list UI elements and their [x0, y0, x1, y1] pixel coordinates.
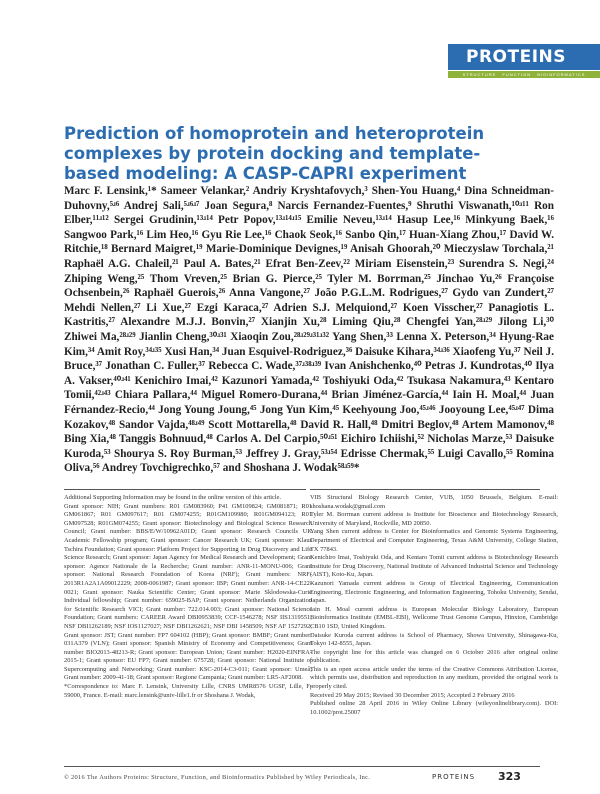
logo-sub-item: BIOINFORMATICS — [537, 72, 586, 77]
footnote: Yang Shen current address is Center for Bioinformatics and Genomic Systems Engineering, Department of Electrical and Computer Engineering, Texas A&M University, College Station, TX 77843. — [310, 528, 558, 553]
footnotes-right-column — [310, 494, 558, 717]
footnote: This is an open access article under the terms of the Creative Commons Attribution License, which permits use, distribution and reproduction in any medium, provided the original work is properly cited. — [310, 665, 558, 691]
footnote: Additional Supporting Information may be found in the online version of this article. — [64, 494, 282, 501]
footnote: Grant sponsor: NIH; Grant numbers: R01 GM083960; P41 GM109824; GM081871; R01 GM061867; R01 GM097617; R01 GM074255; R01GM109980; R01GM094123; R01 GM097528; R01GM074255; Grant sponsor: Biotechnology and Biological Science Research Council; Grant number: BBS/E/W/10962A01D; Grant sponsor: Research Councils UK Academic Fellowship program; Grant sponsor: Cancer Research UK; Grant sponsor: Klaus Tschira Foundation; Grant sponsor: Platform Project for Supporting in Drug Discovery and Life Science Research; Grant sponsor: Japan Agency for Medical Research and Development; Grant sponsor: Agence Nationale de la Recherche; Grant number: ANR-11-MONU-006; Grant sponsor: National Research Foundation of Korea (NRF); Grant numbers: NRF-2013R1A2A1A09012229; 2008-0061987; Grant sponsor: IBP; Grant number: ANR-14-CE22-0021; Grant sponsor: Nauka Scientific Center; Grant sponsor: Marie Sklodowska-Curie Individual fellowship; Grant number: 659025-BAP; Grant sponsor: Netherlands Organization for Scientific Research VICI; Grant number: 722.014.003; Grant sponsor: National Science Foundation; Grant numbers: CAREER Award DBI0953839; CCF-1546278; NSF IIS1319551; NSF DBI1262189; NSF IOS1127027; NSF DBI1262621; NSF DBI 1458509; NSF AF 1527292; Grant sponsor: JST; Grant number: FP7 604102 (HBP); Grant sponsor: BMBF; Grant number: 031A379 (VLN); Grant sponsor: Spanish Ministry of Economy and Competitiveness; Grant number BIO2013-48213-R; Grant sponsor: European Union; Grant number: H2020-EINFRA-2015-1; Grant sponsor: EU FP7; Grant number: 675728; Grant sponsor: National Institute of Supercomputing and Networking; Grant number: KSC-2014-C3-011; Grant sponsor: Umeå; Grant number: 2009-41-18; Grant sponsor: Regione Campania; Grant number: LR5-AF2008. — [64, 502, 312, 682]
logo-sub-item: FUNCTION — [502, 72, 532, 77]
footnote: Daisuke Kuroda current address is School of Pharmacy, Showa University, Shinagawa-Ku, Tokyo 142-8555, Japan. — [310, 631, 558, 648]
author-list: Marc F. Lensink,¹* Sameer Velankar,² Andriy Kryshtafovych,³ Shen-You Huang,⁴ Dina Schneidman-Duhovny,⁵ʴ⁶ Andrej Sali,⁵ʴ⁶ʴ⁷ Joan Segura,⁸ Narcis Fernandez-Fuentes,⁹ Shruthi Viswanath,¹⁰ʴ¹¹ Ron Elber,¹¹ʴ¹² Sergei Grudinin,¹³ʴ¹⁴ Petr Popov,¹³ʴ¹⁴ʴ¹⁵ Emilie Neveu,¹³ʴ¹⁴ Hasup Lee,¹⁶ Minkyung Baek,¹⁶ Sangwoo Park,¹⁶ Lim Heo,¹⁶ Gyu Rie Lee,¹⁶ Chaok Seok,¹⁶ Sanbo Qin,¹⁷ Huan-Xiang Zhou,¹⁷ David W. Ritchie,¹⁸ Bernard Maigret,¹⁹ Marie-Dominique Devignes,¹⁹ Anisah Ghoorah,²⁰ Mieczyslaw Torchala,²¹ Raphaël A.G. Chaleil,²¹ Paul A. Bates,²¹ Efrat Ben-Zeev,²² Miriam Eisenstein,²³ Surendra S. Negi,²⁴ Zhiping Weng,²⁵ Thom Vreven,²⁵ Brian G. Pierce,²⁵ Tyler M. Borrman,²⁵ Jinchao Yu,²⁶ Françoise Ochsenbein,²⁶ Raphaël Guerois,²⁶ Anna Vangone,²⁷ João P.G.L.M. Rodrigues,²⁷ Gydo van Zundert,²⁷ Mehdi Nellen,²⁷ Li Xue,²⁷ Ezgi Karaca,²⁷ Adrien S.J. Melquiond,²⁷ Koen Visscher,²⁷ Panagiotis L. Kastritis,²⁷ Alexandre M.J.J. Bonvin,²⁷ Xianjin Xu,²⁸ Liming Qiu,²⁸ Chengfei Yan,²⁸ʴ²⁹ Jilong Li,³⁰ Zhiwei Ma,²⁸ʴ²⁹ Jianlin Cheng,³⁰ʴ³¹ Xiaoqin Zou,²⁸ʴ²⁹ʴ³¹ʴ³² Yang Shen,³³ Lenna X. Peterson,³⁴ Hyung-Rae Kim,³⁴ Amit Roy,³⁴ʴ³⁵ Xusi Han,³⁴ Juan Esquivel-Rodriguez,³⁶ Daisuke Kihara,³⁴ʴ³⁶ Xiaofeng Yu,³⁷ Neil J. Bruce,³⁷ Jonathan C. Fuller,³⁷ Rebecca C. Wade,³⁷ʴ³⁸ʴ³⁹ Ivan Anishchenko,⁴⁰ Petras J. Kundrotas,⁴⁰ Ilya A. Vakser,⁴⁰ʴ⁴¹ Kenichiro Imai,⁴² Kazunori Yamada,⁴² Toshiyuki Oda,⁴² Tsukasa Nakamura,⁴³ Kentaro Tomii,⁴²ʴ⁴³ Chiara Pallara,⁴⁴ Miguel Romero-Durana,⁴⁴ Brian Jiménez-García,⁴⁴ Iain H. Moal,⁴⁴ Juan Férnandez-Recio,⁴⁴ Jong Young Joung,⁴⁵ Jong Yun Kim,⁴⁵ Keehyoung Joo,⁴⁵ʴ⁴⁶ Jooyoung Lee,⁴⁵ʴ⁴⁷ Dima Kozakov,⁴⁸ Sandor Vajda,⁴⁸ʴ⁴⁹ Scott Mottarella,⁴⁸ David R. Hall,⁴⁸ Dmitri Beglov,⁴⁸ Artem Mamonov,⁴⁸ Bing Xia,⁴⁸ Tanggis Bohnuud,⁴⁸ Carlos A. Del Carpio,⁵⁰ʴ⁵¹ Eichiro Ichiishi,⁵² Nicholas Marze,⁵³ Daisuke Kuroda,⁵³ Shourya S. Roy Burman,⁵³ Jeffrey J. Gray,⁵³ʴ⁵⁴ Edrisse Chermak,⁵⁵ Luigi Cavallo,⁵⁵ Romina Oliva,⁵⁶ Andrey Tovchigrechko,⁵⁷ and Shoshana J. Wodak⁵⁸ʴ⁵⁹* — [64, 185, 554, 475]
footer-divider — [64, 766, 540, 767]
article-title: Prediction of homoprotein and heteroprotein complexes by protein docking and template-based modeling: A CASP-CAPRI experiment — [64, 124, 485, 183]
page-footer — [64, 770, 540, 786]
journal-logo — [448, 44, 600, 78]
footnote: The copyright line for this article was changed on 6 October 2016 after original online publication. — [310, 648, 558, 665]
divider — [64, 489, 306, 490]
journal-name: PROTEINS — [432, 773, 476, 781]
footnote: VIB Structural Biology Research Center, VUB, 1050 Brussels, Belgium. E-mail: shoshana.wodak@gmail.com — [310, 494, 558, 510]
footnote: Iain H. Moal current address is European Molecular Biology Laboratory, European Bioinformatics Institute (EMBL-EBI), Wellcome Trust Genome Campus, Hinxton, Cambridge CB10 1SD, United Kingdom. — [310, 605, 558, 630]
logo-sub-item: STRUCTURE — [462, 72, 497, 77]
divider — [310, 489, 540, 490]
footnote: Published online 28 April 2016 in Wiley Online Library (wileyonlinelibrary.com). DOI: 10.1002/prot.25007 — [310, 700, 558, 716]
footnote: Kazunori Yamada current address is Group of Electrical Engineering, Communication Engineering, Electronic Engineering, and Information Engineering, Tohoku University, Sendai, Japan. — [310, 579, 558, 605]
footnote: Tyler M. Borrman current address is Institute for Bioscience and Biotechnology Research, University of Maryland, Rockville, MD 20850. — [310, 511, 558, 527]
footnote: Kenichiro Imai, Toshiyuki Oda, and Kentaro Tomii current address is Biotechnology Research Institute for Drug Discovery, National Institute of Advanced Industrial Science and Technology (AIST), Koto-Ku, Japan. — [310, 554, 558, 579]
logo-bar — [448, 44, 600, 70]
logo-subtitle — [448, 71, 600, 78]
copyright-line: © 2016 The Authors Proteins: Structure, Function, and Bioinformatics Published by Wiley Periodicals, Inc. — [64, 774, 371, 781]
footnotes-left-column — [64, 494, 312, 700]
footnote: *Correspondence to: Marc F. Lensink, University Lille, CNRS UMR8576 UGSF, Lille, F-59000, France. E-mail: marc.lensink@univ-lille1.fr or Shoshana J. Wodak, — [64, 683, 312, 699]
logo-name: PROTEINS — [466, 47, 567, 67]
footnote: Received 29 May 2015; Revised 30 December 2015; Accepted 2 February 2016 — [310, 691, 515, 699]
page-number: 323 — [498, 770, 521, 783]
